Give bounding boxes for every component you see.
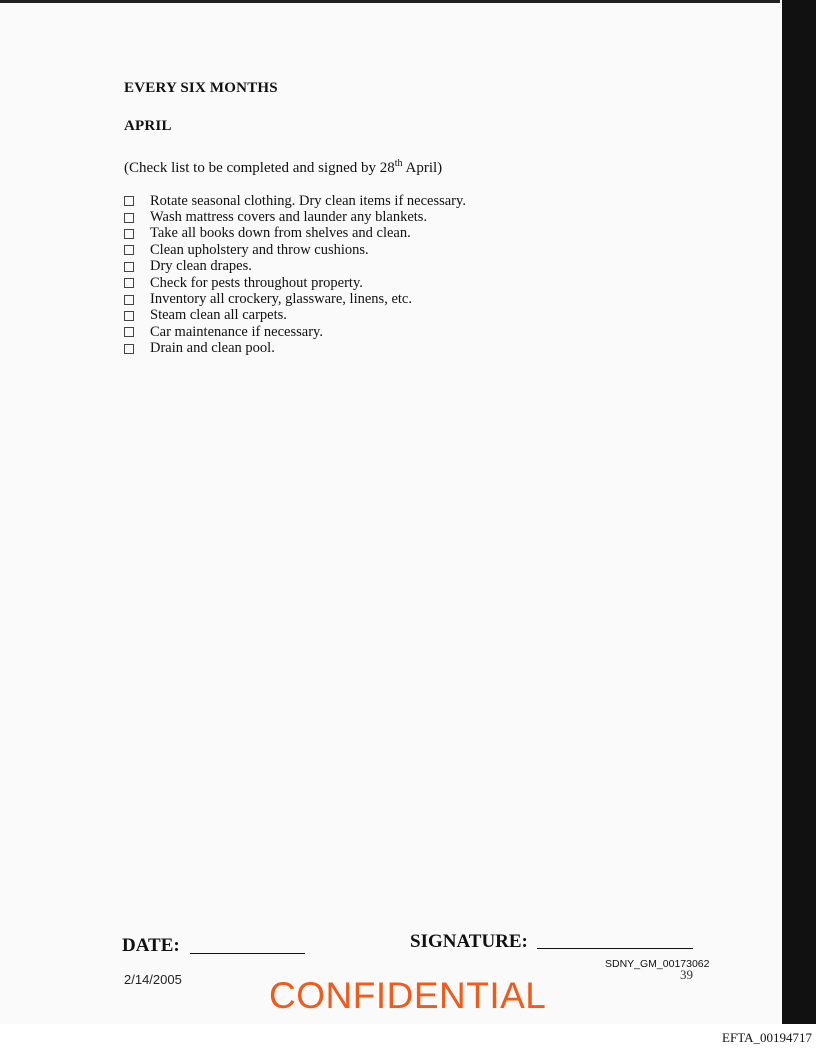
- checkbox-icon[interactable]: [124, 245, 134, 255]
- checklist-item: [124, 259, 466, 275]
- footer-id: EFTA_00194717: [722, 1030, 812, 1045]
- checklist-item: [124, 324, 466, 340]
- signature-label: SIGNATURE:: [410, 931, 528, 952]
- checkbox-icon[interactable]: [124, 196, 134, 206]
- checklist-item-label: Drain and clean pool.: [150, 340, 275, 357]
- checklist-item: [124, 209, 466, 225]
- signature-field-line[interactable]: [537, 948, 693, 949]
- instruction-prefix: (Check list to be completed and signed by 28: [124, 160, 395, 176]
- checkbox-icon[interactable]: [124, 262, 134, 272]
- confidential-stamp: CONFIDENTIAL: [269, 975, 547, 1016]
- checklist-item-label: Dry clean drapes.: [150, 258, 252, 275]
- task-checklist: [124, 193, 466, 357]
- checklist-item: [124, 193, 466, 209]
- month-heading: APRIL: [124, 118, 172, 134]
- checkbox-icon[interactable]: [124, 278, 134, 288]
- checklist-item: [124, 275, 466, 291]
- instruction-suffix: April): [402, 160, 443, 176]
- checklist-item: [124, 242, 466, 258]
- checkbox-icon[interactable]: [124, 311, 134, 321]
- instruction-text: [124, 160, 442, 177]
- checkbox-icon[interactable]: [124, 344, 134, 354]
- checklist-item: [124, 291, 466, 307]
- checklist-item-label: Car maintenance if necessary.: [150, 323, 323, 340]
- checkbox-icon[interactable]: [124, 327, 134, 337]
- checklist-item-label: Steam clean all carpets.: [150, 307, 287, 324]
- checklist-item-label: Wash mattress covers and launder any blankets.: [150, 209, 428, 226]
- scan-edge-bar: [782, 0, 816, 1024]
- document-date: 2/14/2005: [124, 972, 182, 987]
- checklist-item-label: Clean upholstery and throw cushions.: [150, 241, 369, 258]
- date-field-line[interactable]: [190, 953, 305, 954]
- checklist-item-label: Check for pests throughout property.: [150, 274, 363, 291]
- checklist-item: [124, 341, 466, 357]
- checklist-item: [124, 308, 466, 324]
- checkbox-icon[interactable]: [124, 229, 134, 239]
- instruction-superscript: th: [394, 158, 403, 169]
- date-label: DATE:: [122, 935, 180, 956]
- checklist-item-label: Take all books down from shelves and clean.: [150, 225, 411, 242]
- bates-number: SDNY_GM_00173062: [605, 958, 710, 970]
- top-edge-rule: [0, 0, 780, 3]
- period-heading: EVERY SIX MONTHS: [124, 80, 278, 96]
- page-number: 39: [680, 967, 693, 982]
- checklist-item-label: Rotate seasonal clothing. Dry clean items if necessary.: [150, 192, 466, 209]
- checkbox-icon[interactable]: [124, 213, 134, 223]
- checklist-item-label: Inventory all crockery, glassware, linens, etc.: [150, 291, 412, 308]
- checklist-item: [124, 226, 466, 242]
- checkbox-icon[interactable]: [124, 295, 134, 305]
